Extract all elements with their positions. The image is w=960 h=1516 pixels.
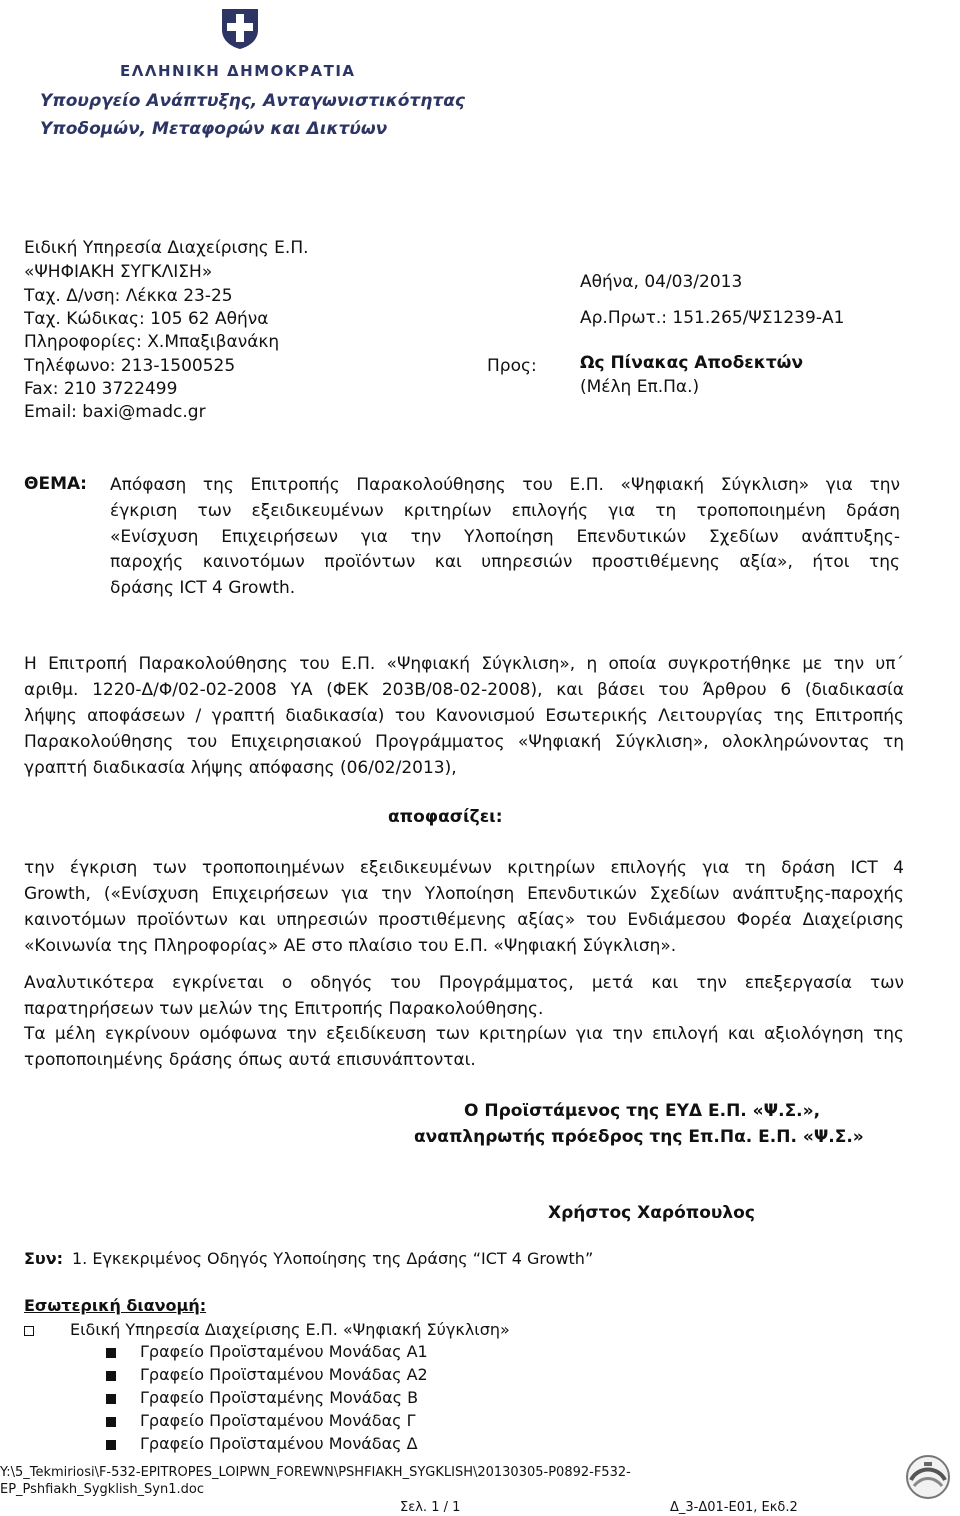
file-path-line-1: Y:\5_Tekmiriosi\F-532-EPITROPES_LOIPWN_FOREWN\PSHFIAKH_SYGKLISH\20130305-P0892-F532- [0,1465,631,1480]
subject-line: παροχής καινοτόμων προϊόντων και υπηρεσιών προστιθέμενης αξία», ήτοι της [110,552,900,572]
distribution-item: Γραφείο Προϊσταμένου Μονάδας Γ [140,1411,416,1430]
subject-line: δράσης ICT 4 Growth. [110,578,296,598]
decision-line: καινοτόμων προϊόντων και υπηρεσιών προστιθέμενης αξίας» του Ενδιάμεσου Φορέα Διαχείρισης [24,910,904,930]
intro-line: αριθμ. 1220-Δ/Φ/02-02-2008 ΥΑ (ΦΕΚ 203Β/08-02-2008), και βάσει του Άρθρου 6 (διαδικασία [24,680,904,700]
para4-line: τροποποιημένης δράσης όπως αυτά επισυνάπτονται. [24,1050,476,1070]
sender-email: Email: baxi@madc.gr [24,402,206,422]
to-label: Προς: [487,356,537,376]
sender-line: «ΨΗΦΙΑΚΗ ΣΥΓΚΛΙΣΗ» [24,262,213,282]
signature-title-2: αναπληρωτής πρόεδρος της Επ.Πα. Ε.Π. «Ψ.Σ.» [414,1127,864,1147]
internal-distribution-label: Εσωτερική διανομή: [24,1296,207,1315]
header-title: ΕΛΛΗΝΙΚΗ ΔΗΜΟΚΡΑΤΙΑ [120,62,356,80]
para3-line: παρατηρήσεων των μελών της Επιτροπής Παρακολούθησης. [24,999,544,1019]
ministry-line-2: Υποδομών, Μεταφορών και Δικτύων [40,119,388,139]
decides-heading: αποφασίζει: [388,807,503,827]
subject-label: ΘΕΜΑ: [24,474,87,494]
checkbox-square-icon [24,1326,34,1336]
sender-line: Ειδική Υπηρεσία Διαχείρισης Ε.Π. [24,238,309,258]
attachments-label: Συν: [24,1249,64,1268]
distribution-item: Γραφείο Προϊσταμένου Μονάδας Δ [140,1434,418,1453]
intro-line: Η Επιτροπή Παρακολούθησης του Ε.Π. «Ψηφιακή Σύγκλιση», η οποία συγκροτήθηκε με την υπ΄ [24,654,904,674]
distribution-item: Γραφείο Προϊσταμένου Μονάδας Α1 [140,1342,428,1361]
decision-line: την έγκριση των τροποποιημένων εξειδικευμένων κριτηρίων επιλογής για τη δράση ICT 4 [24,858,904,878]
document-code: Δ_3-Δ01-Ε01, Εκδ.2 [670,1500,798,1515]
intro-line: λήψης αποφάσεων / γραπτή διαδικασία) του Κανονισμού Εσωτερικής Λειτουργίας της Επιτροπής [24,706,904,726]
sender-line: Fax: 210 3722499 [24,379,178,399]
greek-cross-shield-icon [218,6,262,50]
sender-line: Τηλέφωνο: 213-1500525 [24,356,236,376]
recipient: Ως Πίνακας Αποδεκτών [580,353,804,373]
sender-line: Πληροφορίες: Χ.Μπαξιβανάκη [24,332,280,352]
sender-line: Ταχ. Δ/νση: Λέκκα 23-25 [24,286,233,306]
intro-line: γραπτή διαδικασία λήψης απόφασης (06/02/2013), [24,758,457,778]
sender-line: Ταχ. Κώδικας: 105 62 Αθήνα [24,309,269,329]
distribution-item: Γραφείο Προϊσταμένης Μονάδας Β [140,1388,419,1407]
document-date: Αθήνα, 04/03/2013 [580,272,743,292]
subject-line: «Ενίσχυση Επιχειρήσεων για την Υλοποίηση Επενδυτικών Σχεδίων ανάπτυξης- [110,527,900,547]
distribution-main: Ειδική Υπηρεσία Διαχείρισης Ε.Π. «Ψηφιακή Σύγκλιση» [70,1320,510,1339]
signatory-name: Χρήστος Χαρόπουλος [548,1203,755,1223]
square-bullet-icon [106,1440,116,1450]
intro-line: Παρακολούθησης του Επιχειρησιακού Προγράμματος «Ψηφιακή Σύγκλιση», ολοκληρώνοντας τη [24,732,904,752]
square-bullet-icon [106,1394,116,1404]
decision-line: Growth, («Ενίσχυση Επιχειρήσεων για την Υλοποίηση Επενδυτικών Σχεδίων ανάπτυξης-παροχής [24,884,904,904]
subject-line: έγκριση των εξειδικευμένων κριτηρίων επιλογής για τη τροποποιημένη δράση [110,501,900,521]
signature-title-1: Ο Προϊστάμενος της ΕΥΔ Ε.Π. «Ψ.Σ.», [464,1101,821,1121]
quality-certification-logo-icon [902,1454,954,1500]
file-path-line-2: EP_Pshfiakh_Sygklish_Syn1.doc [0,1482,205,1497]
subject-line: Απόφαση της Επιτροπής Παρακολούθησης του Ε.Π. «Ψηφιακή Σύγκλιση» για την [110,475,900,495]
square-bullet-icon [106,1417,116,1427]
distribution-item: Γραφείο Προϊσταμένου Μονάδας Α2 [140,1365,428,1384]
recipient-note: (Μέλη Επ.Πα.) [580,377,700,397]
attachment-item: 1. Εγκεκριμένος Οδηγός Υλοποίησης της Δράσης “ICT 4 Growth” [72,1249,594,1268]
square-bullet-icon [106,1371,116,1381]
para3-line: Αναλυτικότερα εγκρίνεται ο οδηγός του Προγράμματος, μετά και την επεξεργασία των [24,973,904,993]
para4-line: Τα μέλη εγκρίνουν ομόφωνα την εξειδίκευση των κριτηρίων για την επιλογή και αξιολόγηση της [24,1024,904,1044]
protocol-number: Αρ.Πρωτ.: 151.265/ΨΣ1239-Α1 [580,308,845,328]
square-bullet-icon [106,1348,116,1358]
decision-line: «Κοινωνία της Πληροφορίας» ΑΕ στο πλαίσιο του Ε.Π. «Ψηφιακή Σύγκλιση». [24,936,677,956]
ministry-line-1: Υπουργείο Ανάπτυξης, Ανταγωνιστικότητας [40,91,465,111]
page-number: Σελ. 1 / 1 [400,1500,461,1515]
